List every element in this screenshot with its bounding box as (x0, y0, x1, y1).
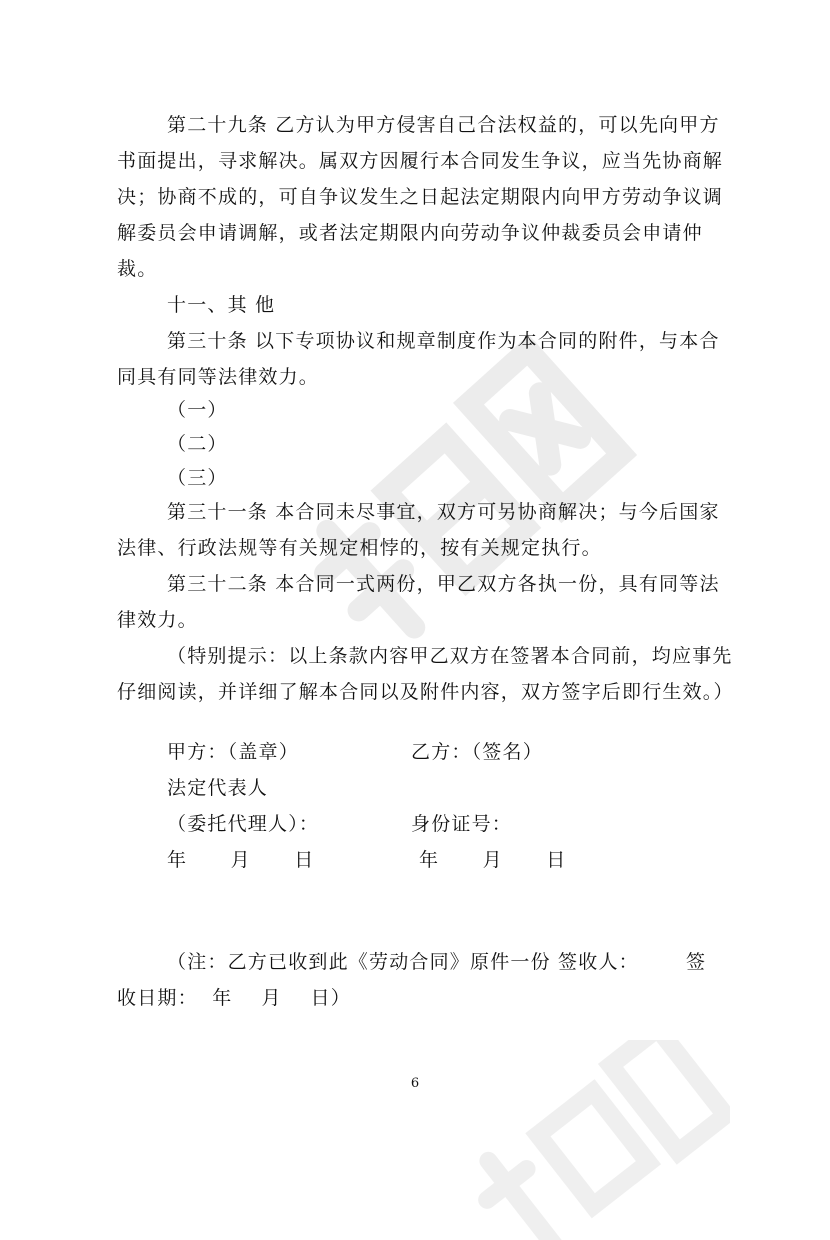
receipt-note: （注：乙方已收到此《劳动合同》原件一份 签收人： (167, 951, 639, 973)
paragraph-line: 第三十条 以下专项协议和规章制度作为本合同的附件，与本合 (167, 330, 720, 352)
date-party-a: 年 月 日 (167, 849, 315, 871)
paragraph-line: 解委员会申请调解，或者法定期限内向劳动争议仲裁委员会申请仲 (117, 222, 703, 244)
page-number: 6 (410, 1076, 420, 1091)
list-item: （二） (167, 433, 228, 455)
agent-label: （委托代理人）： (167, 813, 320, 835)
receipt-note-tail: 签 (686, 951, 706, 973)
watermark-logo-bottom (430, 1040, 730, 1240)
paragraph-line: 第三十二条 本合同一式两份，甲乙双方各执一份，具有同等法 (167, 573, 720, 595)
legal-representative-label: 法定代表人 (167, 777, 269, 799)
paragraph-line: 第三十一条 本合同未尽事宜，双方可另协商解决；与今后国家 (167, 501, 720, 523)
receipt-date: 收日期： 年 月 日） (117, 987, 351, 1009)
id-number-label: 身份证号： (411, 813, 513, 835)
paragraph-line: 律效力。 (117, 609, 198, 631)
party-b-label: 乙方：（签名） (411, 741, 543, 763)
paragraph-line: （特别提示：以上条款内容甲乙双方在签署本合同前，均应事先 (167, 645, 733, 667)
paragraph-line: 同具有同等法律效力。 (117, 366, 320, 388)
paragraph-line: 裁。 (117, 258, 158, 280)
paragraph-line: 仔细阅读，并详细了解本合同以及附件内容，双方签字后即行生效。） (117, 681, 734, 703)
paragraph-line: 决；协商不成的，可自争议发生之日起法定期限内向甲方劳动争议调 (117, 186, 724, 208)
list-item: （一） (167, 399, 228, 421)
party-a-label: 甲方：（盖章） (167, 741, 299, 763)
paragraph-line: 第二十九条 乙方认为甲方侵害自己合法权益的，可以先向甲方 (167, 114, 720, 136)
paragraph-line: 法律、行政法规等有关规定相悖的，按有关规定执行。 (117, 537, 602, 559)
section-heading: 十一、其 他 (167, 294, 276, 316)
list-item: （三） (167, 467, 228, 489)
paragraph-line: 书面提出，寻求解决。属双方因履行本合同发生争议，应当先协商解 (117, 150, 724, 172)
date-party-b: 年 月 日 (419, 849, 567, 871)
